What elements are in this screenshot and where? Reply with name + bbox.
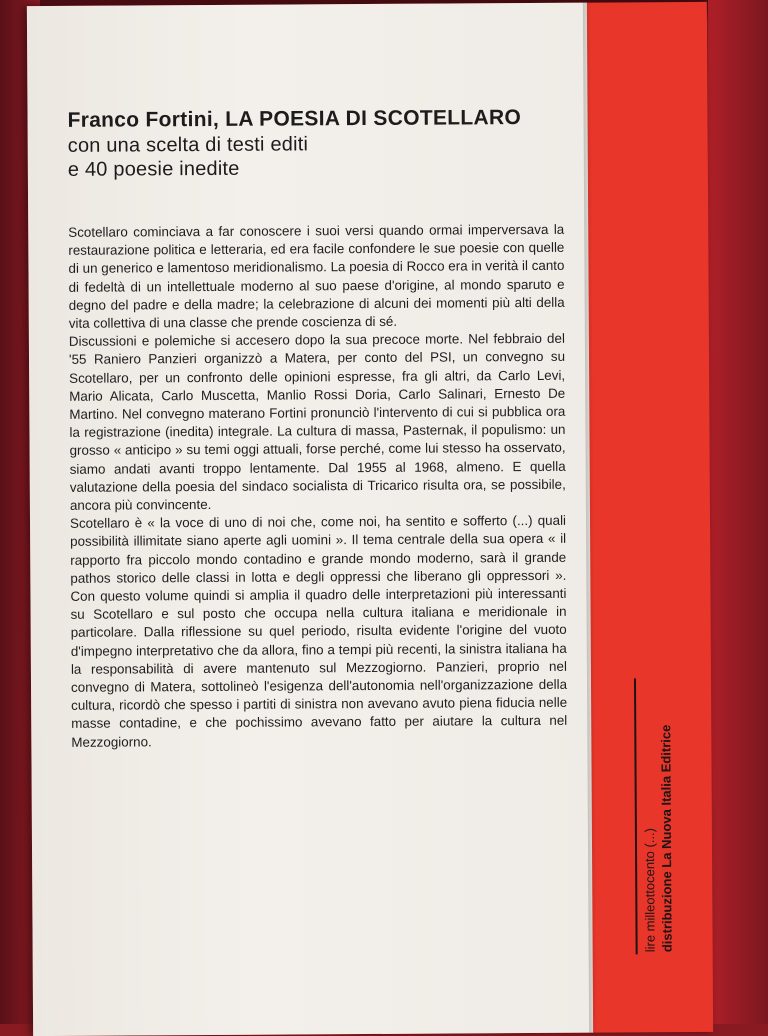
book-back-cover (27, 2, 713, 1036)
blurb-paragraph-2: Discussioni e polemiche si accesero dopo la sua precoce morte. Nel febbraio del '55 Raniero Panzieri organizzò a Matera, per conto del PSI, un convegno su Scotellaro, per un confronto delle opinioni espresse, fra gli altri, da Carlo Levi, Mario Alicata, Carlo Muscetta, Manlio Rossi Doria, Carlo Salinari, Ernesto De Martino. Nel convegno materano Fortini pronunciò l'intervento di cui si pubblica ora la registrazione (inedita) integrale. La cultura di massa, Pasternak, il populismo: un grosso « anticipo » su temi oggi attuali, forse perché, come lui stesso ha osservato, siamo andati avanti troppo lentamente. Dal 1955 al 1968, almeno. E quella valutazione della poesia del sindaco socialista di Tricarico risulta ora, se possibile, ancora più convincente. (68, 331, 566, 513)
blurb-paragraph-1: Scotellaro cominciava a far conoscere i suoi versi quando ormai imperversava la restaurazione politica e letteraria, ed era facile confondere le sue poesie con quelle di un generico e lamentoso meridionalismo. La poesia di Rocco era in verità il canto di fedeltà di un intellettuale moderno al suo paese d'origine, al mondo sparuto e degno del padre e della madre; la celebrazione di alcuni dei momenti più alti della vita collettiva di una classe che prende coscienza di sé. (68, 221, 565, 331)
blurb-paragraph-3: Scotellaro è « la voce di uno di noi che, come noi, ha sentito e sofferto (...) quali possibilità illimitate siano aperte agli uomini ». Il tema centrale della sua opera « il rapporto fra piccolo mondo contadino e grande mondo moderno, sarà il grande pathos storico delle classi in lotta e degli oppressi che liberano gli oppressori ». Con questo volume quindi si amplia il quadro delle interpretazioni più interessanti su Scotellaro e sul posto che occupa nella cultura italiana e meridionale in particolare. Dalla riflessione su quel periodo, risulta evidente l'origine del vuoto d'impegno interpretativo che da allora, fino a tempi più recenti, la sinistra italiana ha la responsabilità di avere mantenuto sul Mezzogiorno. Panzieri, proprio nel convegno di Matera, sottolineò l'esigenza dell'autonomia nell'organizzazione della cultura, ricordò che spesso i partiti di sinistra non avevano avuto piena fiducia nelle masse contadine, e che pochissimo avevano fatto per aiutare la cultura nel Mezzogiorno. (69, 513, 568, 750)
subtitle-line-2: e 40 poesie inedite (67, 157, 240, 181)
distribution-label: distribuzione La Nuova Italia Editrice (658, 724, 675, 953)
book-header (67, 105, 567, 182)
subtitle-line-1: con una scelta di testi editi (67, 133, 309, 157)
blurb-text (68, 221, 567, 752)
vertical-rule (634, 678, 638, 954)
cover-text-panel (27, 3, 593, 1036)
background-right (708, 0, 768, 1024)
edge-imprint (640, 652, 686, 952)
author-title: Franco Fortini, LA POESIA DI SCOTELLARO (67, 106, 522, 132)
price-label: lire milleottocento (...) (641, 827, 658, 953)
